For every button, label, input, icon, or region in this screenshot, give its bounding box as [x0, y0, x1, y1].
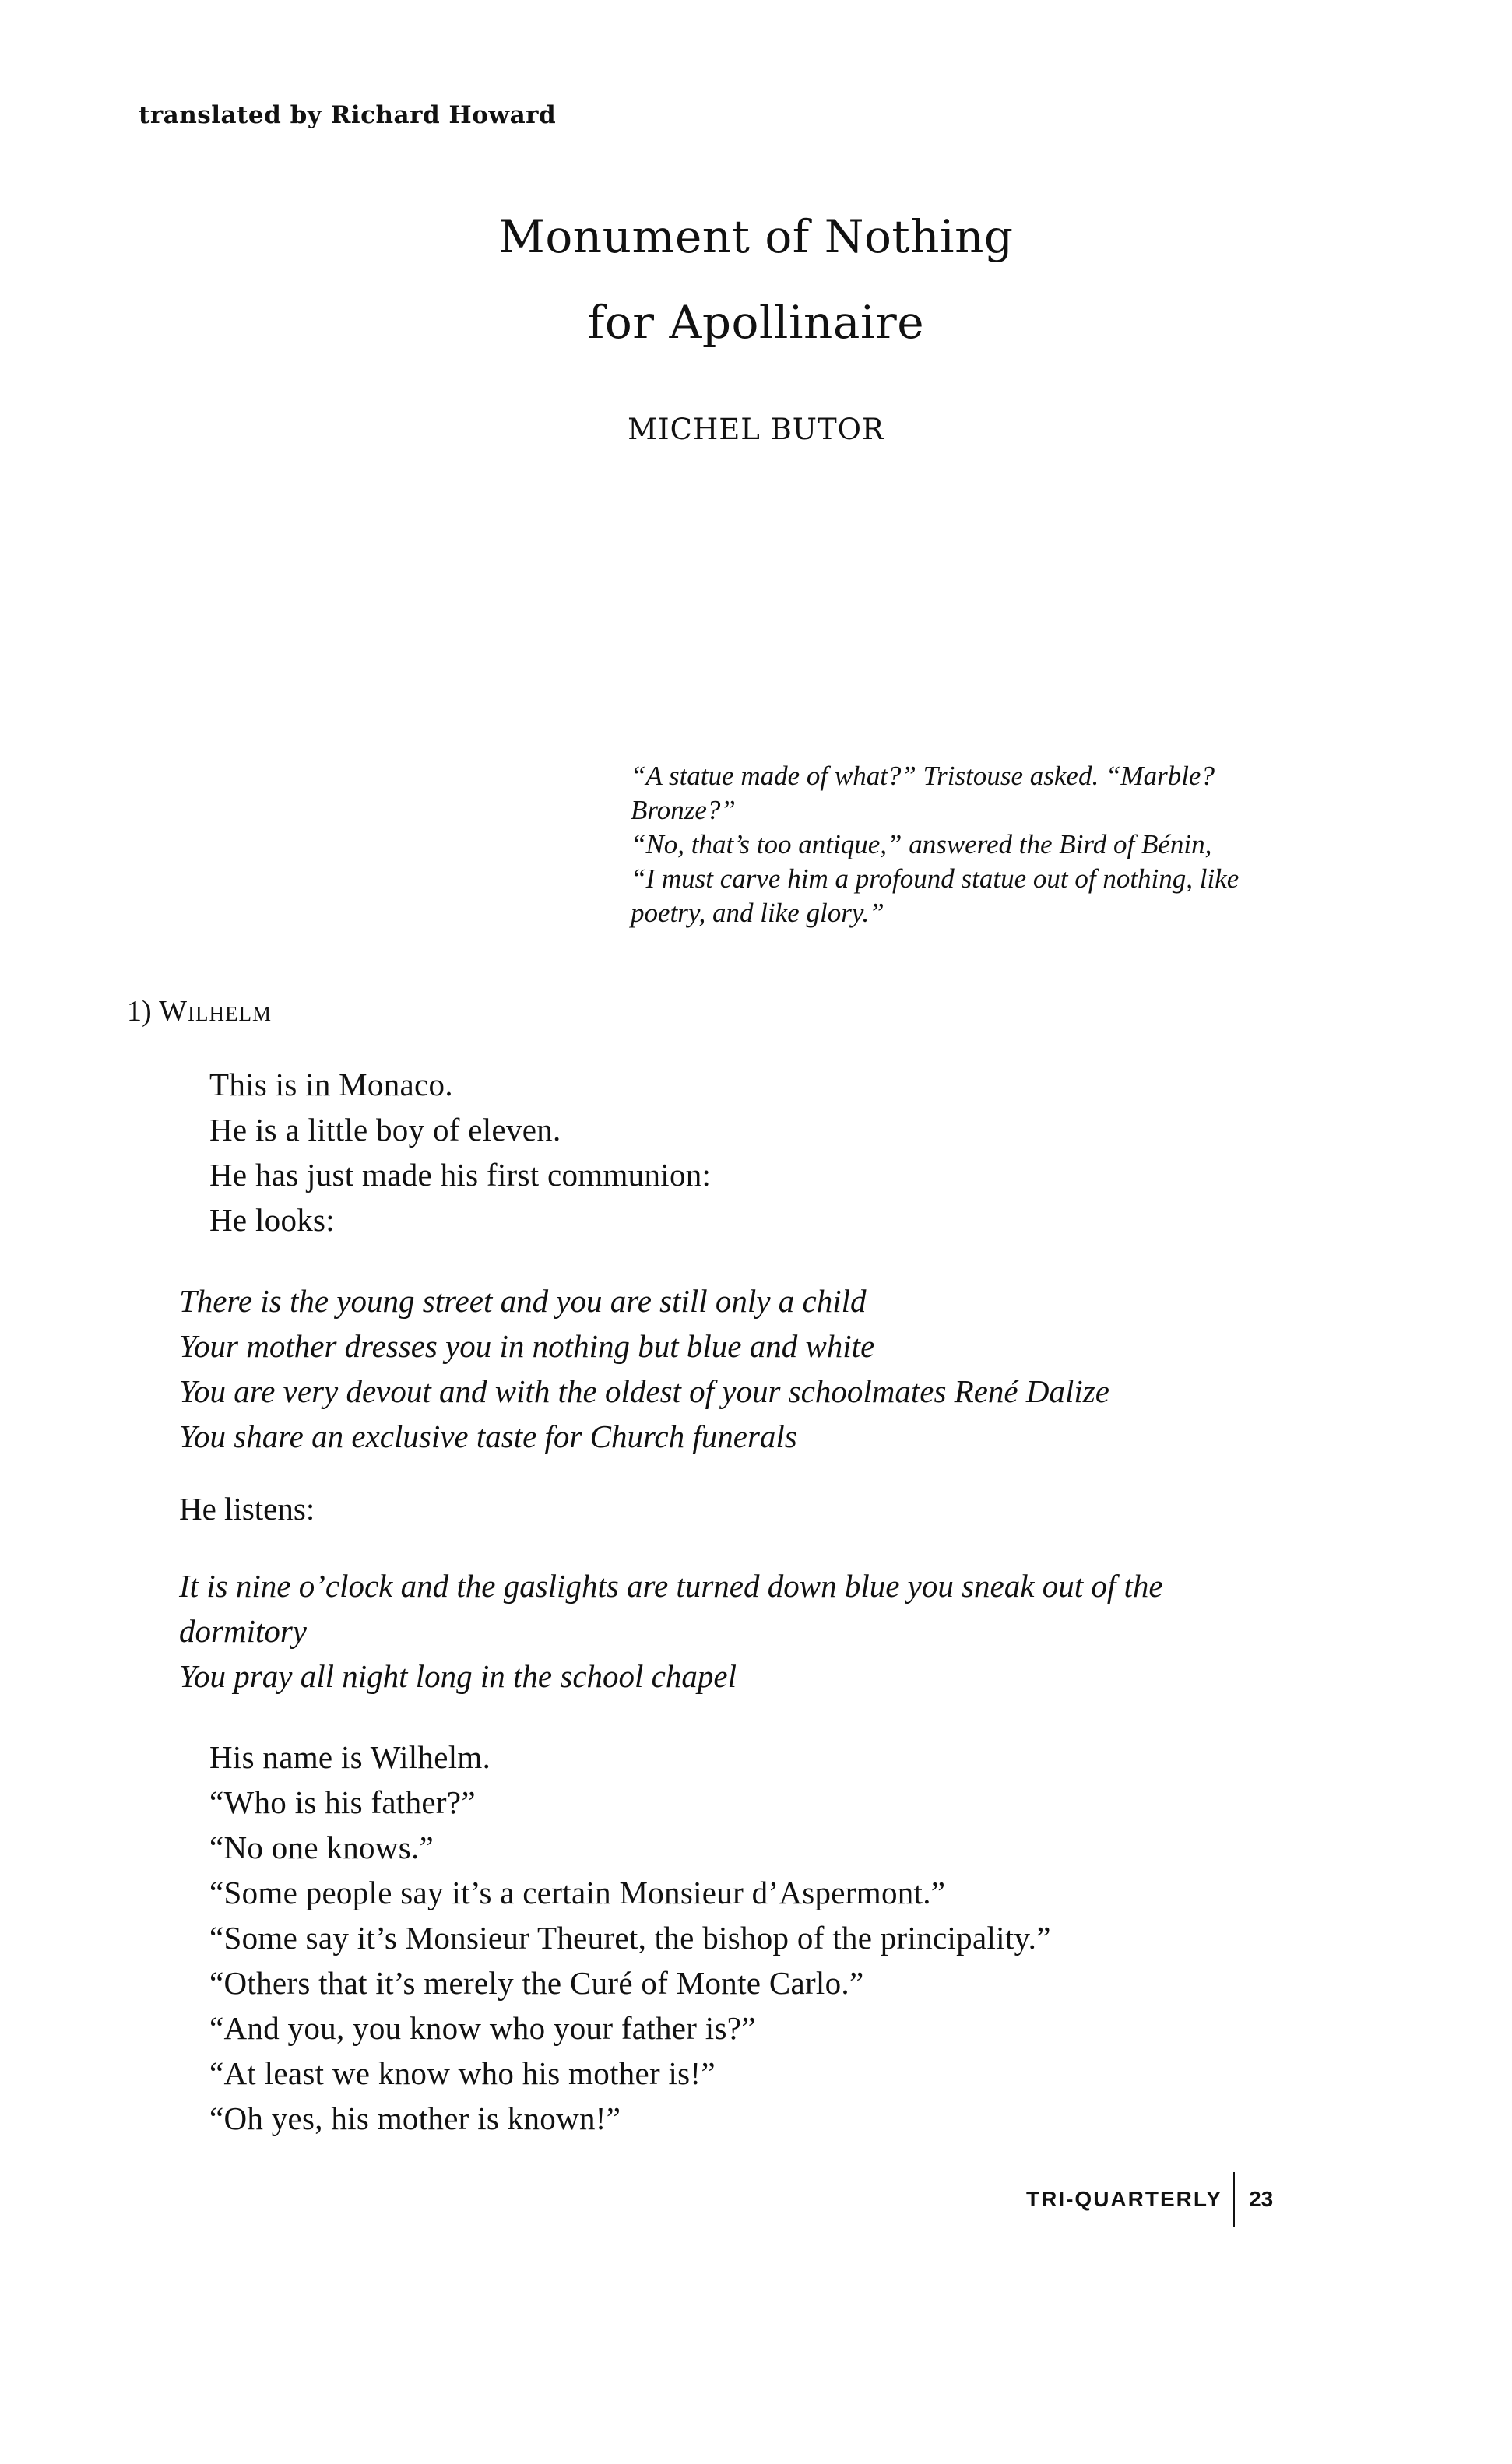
- verse-line: You are very devout and with the oldest of your schoolmates René Dalize: [179, 1373, 1109, 1409]
- footer-divider: [1233, 2172, 1235, 2227]
- title-line-2: for Apollinaire: [587, 296, 925, 349]
- dialogue-line: “No one knows.”: [209, 1830, 434, 1865]
- verse-line: Your mother dresses you in nothing but blue and white: [179, 1328, 875, 1364]
- listens-line: He listens:: [179, 1491, 315, 1527]
- dialogue-line: “Who is his father?”: [209, 1784, 476, 1820]
- verse-stanza-2: [179, 1563, 1163, 1699]
- prose-line: He is a little boy of eleven.: [209, 1112, 561, 1148]
- author-name: MICHEL BUTOR: [628, 413, 884, 446]
- section-name: Wilhelm: [159, 995, 272, 1028]
- epigraph-line: “No, that’s too antique,” answered the Bird of Bénin,: [631, 829, 1212, 859]
- dialogue-line: “Some people say it’s a certain Monsieur d’Aspermont.”: [209, 1875, 946, 1910]
- dialogue-line: “Oh yes, his mother is known!”: [209, 2100, 621, 2136]
- page-footer: [1026, 2172, 1273, 2227]
- verse-line: dormitory: [179, 1613, 307, 1649]
- epigraph-line: poetry, and like glory.”: [631, 898, 884, 928]
- section-number: 1): [127, 995, 152, 1028]
- epigraph-line: “A statue made of what?” Tristouse asked. “Marble?: [631, 761, 1215, 791]
- epigraph: [631, 759, 1409, 930]
- verse-line: You share an exclusive taste for Church funerals: [179, 1418, 797, 1454]
- dialogue-line: “At least we know who his mother is!”: [209, 2055, 716, 2091]
- verse-line: You pray all night long in the school chapel: [179, 1658, 737, 1694]
- dialogue-block: [209, 1735, 1051, 2141]
- prose-line: He looks:: [209, 1202, 335, 1238]
- translator-credit: translated by Richard Howard: [139, 101, 557, 129]
- verse-line: There is the young street and you are still only a child: [179, 1283, 867, 1319]
- intro-paragraph: [209, 1062, 711, 1243]
- dialogue-line: “Some say it’s Monsieur Theuret, the bishop of the principality.”: [209, 1920, 1051, 1956]
- epigraph-line: “I must carve him a profound statue out of nothing, like: [631, 863, 1239, 894]
- dialogue-line: His name is Wilhelm.: [209, 1739, 491, 1775]
- section-heading: [127, 994, 272, 1028]
- prose-line: He has just made his first communion:: [209, 1157, 712, 1193]
- page-number: 23: [1249, 2187, 1274, 2211]
- verse-stanza-1: [179, 1278, 1109, 1459]
- epigraph-line: Bronze?”: [631, 795, 736, 825]
- dialogue-line: “Others that it’s merely the Curé of Monte Carlo.”: [209, 1965, 864, 2001]
- verse-line: It is nine o’clock and the gaslights are turned down blue you sneak out of the: [179, 1568, 1163, 1604]
- title-line-1: Monument of Nothing: [498, 210, 1014, 263]
- dialogue-line: “And you, you know who your father is?”: [209, 2010, 756, 2046]
- prose-line: This is in Monaco.: [209, 1067, 453, 1102]
- journal-name: TRI-QUARTERLY: [1026, 2187, 1223, 2211]
